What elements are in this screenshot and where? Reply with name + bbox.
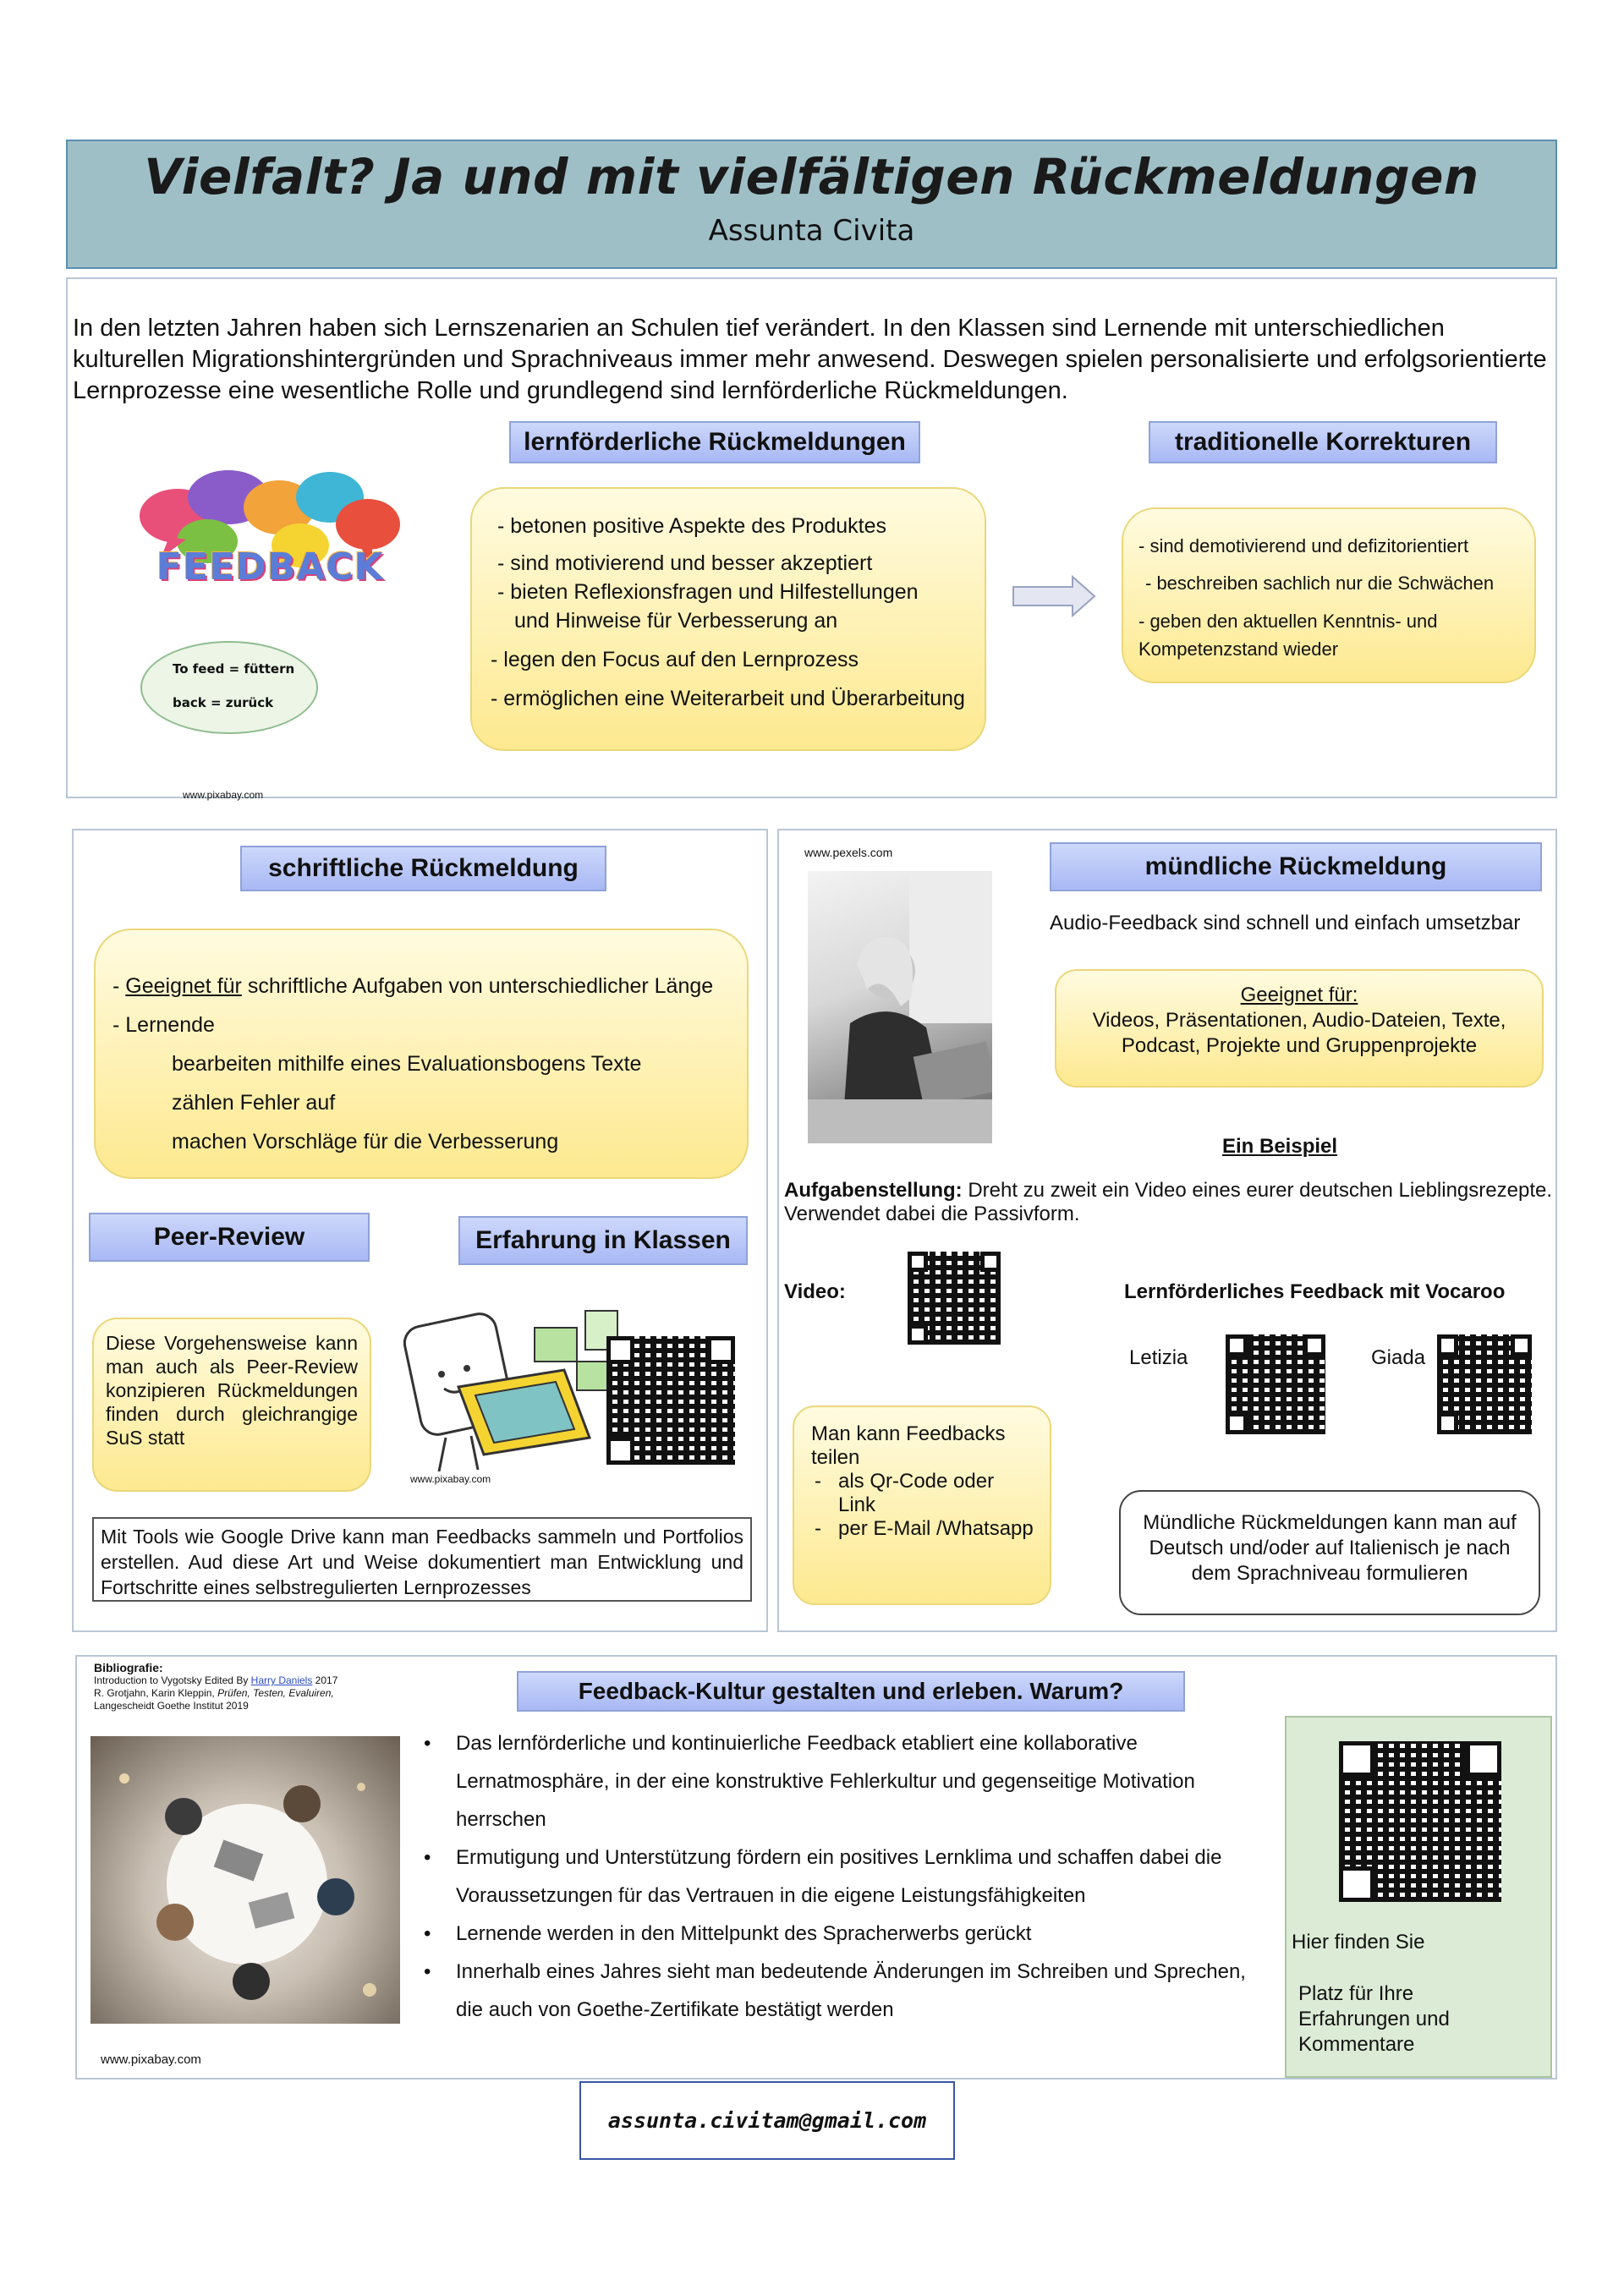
written-sub-item: bearbeiten mithilfe eines Evaluationsbogens Texte <box>172 1052 642 1076</box>
ellipse-line-1: To feed = füttern <box>173 661 295 677</box>
written-box <box>94 929 749 1179</box>
peer-review-text: Diese Vorgehensweise kann man auch als Peer-Review konzipieren Rückmeldungen finden durch gleichrangige SuS statt <box>106 1332 358 1449</box>
find-here-text: Hier finden Sie <box>1292 1931 1425 1954</box>
laptop-character-icon <box>395 1294 640 1480</box>
language-text: Mündliche Rückmeldungen kann man auf Deutsch und/oder auf Italienisch je nach dem Sprachniveau formulieren <box>1143 1511 1517 1585</box>
arrow-right-icon <box>1012 575 1096 622</box>
suitable-title: Geeignet für: <box>1240 984 1358 1006</box>
lf-box <box>470 487 986 751</box>
culture-bullets <box>424 1724 1261 2029</box>
tk-item: - geben den aktuellen Kenntnis- und Kompetenzstand wieder <box>1138 611 1438 660</box>
tools-text: Mit Tools wie Google Drive kann man Feedbacks sammeln und Portfolios erstellen. Aud diese Art und Weise dokumentiert man Entwicklung und Fortschritte eines selbstregulierten Lernprozesses <box>101 1526 743 1598</box>
oral-section <box>777 829 1557 1632</box>
task-text: Aufgabenstellung: Dreht zu zweit ein Video eines eurer deutschen Lieblingsrezepte. Verwendet dabei die Passivform. <box>784 1179 1552 1225</box>
written-sub-item: machen Vorschläge für die Verbesserung <box>172 1130 559 1153</box>
author-name: Assunta Civita <box>708 214 915 248</box>
name-giada: Giada <box>1371 1346 1426 1369</box>
written-item-1: - Geeignet für schriftliche Aufgaben von unterschiedlicher Länge <box>112 974 714 998</box>
page-title: Vielfalt? Ja und mit vielfältigen Rückmeldungen <box>144 148 1479 205</box>
comments-qr-code[interactable] <box>1339 1741 1501 1902</box>
giada-qr-code[interactable] <box>1437 1334 1532 1434</box>
name-letizia: Letizia <box>1129 1346 1188 1369</box>
peer-review-box <box>92 1318 371 1492</box>
language-box <box>1119 1490 1540 1615</box>
lf-item: - legen den Focus auf den Lernprozess <box>491 648 859 671</box>
written-sub-item: zählen Fehler auf <box>172 1091 336 1115</box>
written-section <box>72 829 768 1632</box>
bib-link[interactable]: Harry Daniels <box>250 1674 313 1686</box>
share-item: - per E-Mail /Whatsapp <box>815 1517 1034 1540</box>
suitable-text: Videos, Präsentationen, Audio-Dateien, Texte, Podcast, Projekte und Gruppenprojekte <box>1092 1009 1506 1057</box>
lf-label: lernförderliche Rückmeldungen <box>509 421 920 463</box>
tk-label: traditionelle Korrekturen <box>1149 421 1497 463</box>
share-title: Man kann Feedbacks teilen <box>811 1422 1006 1469</box>
tools-box <box>92 1517 752 1602</box>
suitable-box <box>1055 969 1544 1088</box>
experience-label: Erfahrung in Klassen <box>458 1216 748 1265</box>
culture-bullet: • Lernende werden in den Mittelpunkt des Spracherwerbs gerückt <box>424 1915 1261 1953</box>
share-box <box>793 1406 1051 1605</box>
audio-text: Audio-Feedback sind schnell und einfach umsetzbar <box>1050 912 1521 934</box>
pexels-credit: www.pexels.com <box>804 846 893 859</box>
tk-box <box>1122 507 1536 683</box>
lf-item: - betonen positive Aspekte des Produktes <box>497 514 887 538</box>
lf-item: - ermöglichen eine Weiterarbeit und Überarbeitung <box>491 687 965 710</box>
pixabay-credit: www.pixabay.com <box>101 2052 201 2067</box>
laptop-illustration <box>395 1294 640 1480</box>
lf-item: - bieten Reflexionsfragen und Hilfestellungen <box>497 580 919 604</box>
video-label: Video: <box>784 1280 846 1303</box>
culture-label: Feedback-Kultur gestalten und erleben. Warum? <box>517 1671 1185 1712</box>
comments-panel <box>1285 1716 1552 2078</box>
email-address[interactable]: assunta.civitam@gmail.com <box>607 2108 927 2133</box>
share-item: - als Qr-Code oder Link <box>815 1470 995 1516</box>
lf-item: - sind motivierend und besser akzeptiert <box>497 551 873 575</box>
vocaroo-label: Lernförderliches Feedback mit Vocaroo <box>1124 1280 1506 1303</box>
woman-at-laptop-photo <box>808 871 992 1143</box>
bib-line-1: Introduction to Vygotsky Edited By Harry Daniels 2017 <box>94 1674 338 1686</box>
lf-item: und Hinweise für Verbesserung an <box>514 609 838 633</box>
feedback-logo-text: FEEDBACK <box>156 545 384 589</box>
video-qr-code[interactable] <box>908 1252 1001 1345</box>
header-banner <box>66 140 1557 269</box>
written-item-2: - Lernende <box>112 1013 215 1037</box>
bib-title: Bibliografie: <box>94 1661 163 1674</box>
intro-section <box>66 277 1557 801</box>
qr-code-icon <box>606 1336 735 1465</box>
tk-item: - sind demotivierend und defizitorientiert <box>1138 535 1469 556</box>
culture-section <box>75 1655 1557 2080</box>
tk-item: - beschreiben sachlich nur die Schwächen <box>1145 573 1495 594</box>
written-label: schriftliche Rückmeldung <box>240 846 606 891</box>
laptop-image-credit: www.pixabay.com <box>410 1473 491 1485</box>
ellipse-line-2: back = zurück <box>173 695 274 710</box>
culture-bullet: • Innerhalb eines Jahres sieht man bedeutende Änderungen im Schreiben und Sprechen, die auch von Goethe-Zertifikate bestätigt werden <box>424 1953 1261 2029</box>
culture-bullet: • Das lernförderliche und kontinuierliche Feedback etabliert eine kollaborative Lernatmosphäre, in der eine konstruktive Fehlerkultur und gegenseitige Motivation herrschen <box>424 1724 1261 1838</box>
intro-text: In den letzten Jahren haben sich Lernszenarien an Schulen tief verändert. In den Klassen sind Lernende mit unterschiedlichen kulturellen Migrationshintergründen und Sprachniveaus immer mehr anwesend. Deswegen spielen personalisierte und erfolgsorientierte Lernprozesse eine wesentliche Rolle und grundlegend sind lernförderliche Rückmeldungen. <box>73 315 1547 404</box>
bibliography <box>94 1662 449 1712</box>
image-credit: www.pixabay.com <box>183 789 264 801</box>
oral-label: mündliche Rückmeldung <box>1050 842 1542 891</box>
peer-review-label: Peer-Review <box>89 1213 370 1262</box>
team-meeting-photo <box>91 1736 400 2024</box>
email-box <box>579 2081 955 2160</box>
bib-line-2: R. Grotjahn, Karin Kleppin, Prüfen, Testen, Evaluiren, <box>94 1687 334 1699</box>
letizia-qr-code[interactable] <box>1226 1334 1325 1434</box>
example-title: Ein Beispiel <box>1222 1135 1338 1158</box>
bib-line-3: Langescheidt Goethe Institut 2019 <box>94 1700 249 1712</box>
comments-text: Platz für Ihre Erfahrungen und Kommentare <box>1298 1982 1450 2056</box>
feed-back-ellipse <box>140 641 318 734</box>
culture-bullet: • Ermutigung und Unterstützung fördern ein positives Lernklima und schaffen dabei die Voraussetzungen für das Vertrauen in die eigene Leistungsfähigkeiten <box>424 1838 1261 1915</box>
